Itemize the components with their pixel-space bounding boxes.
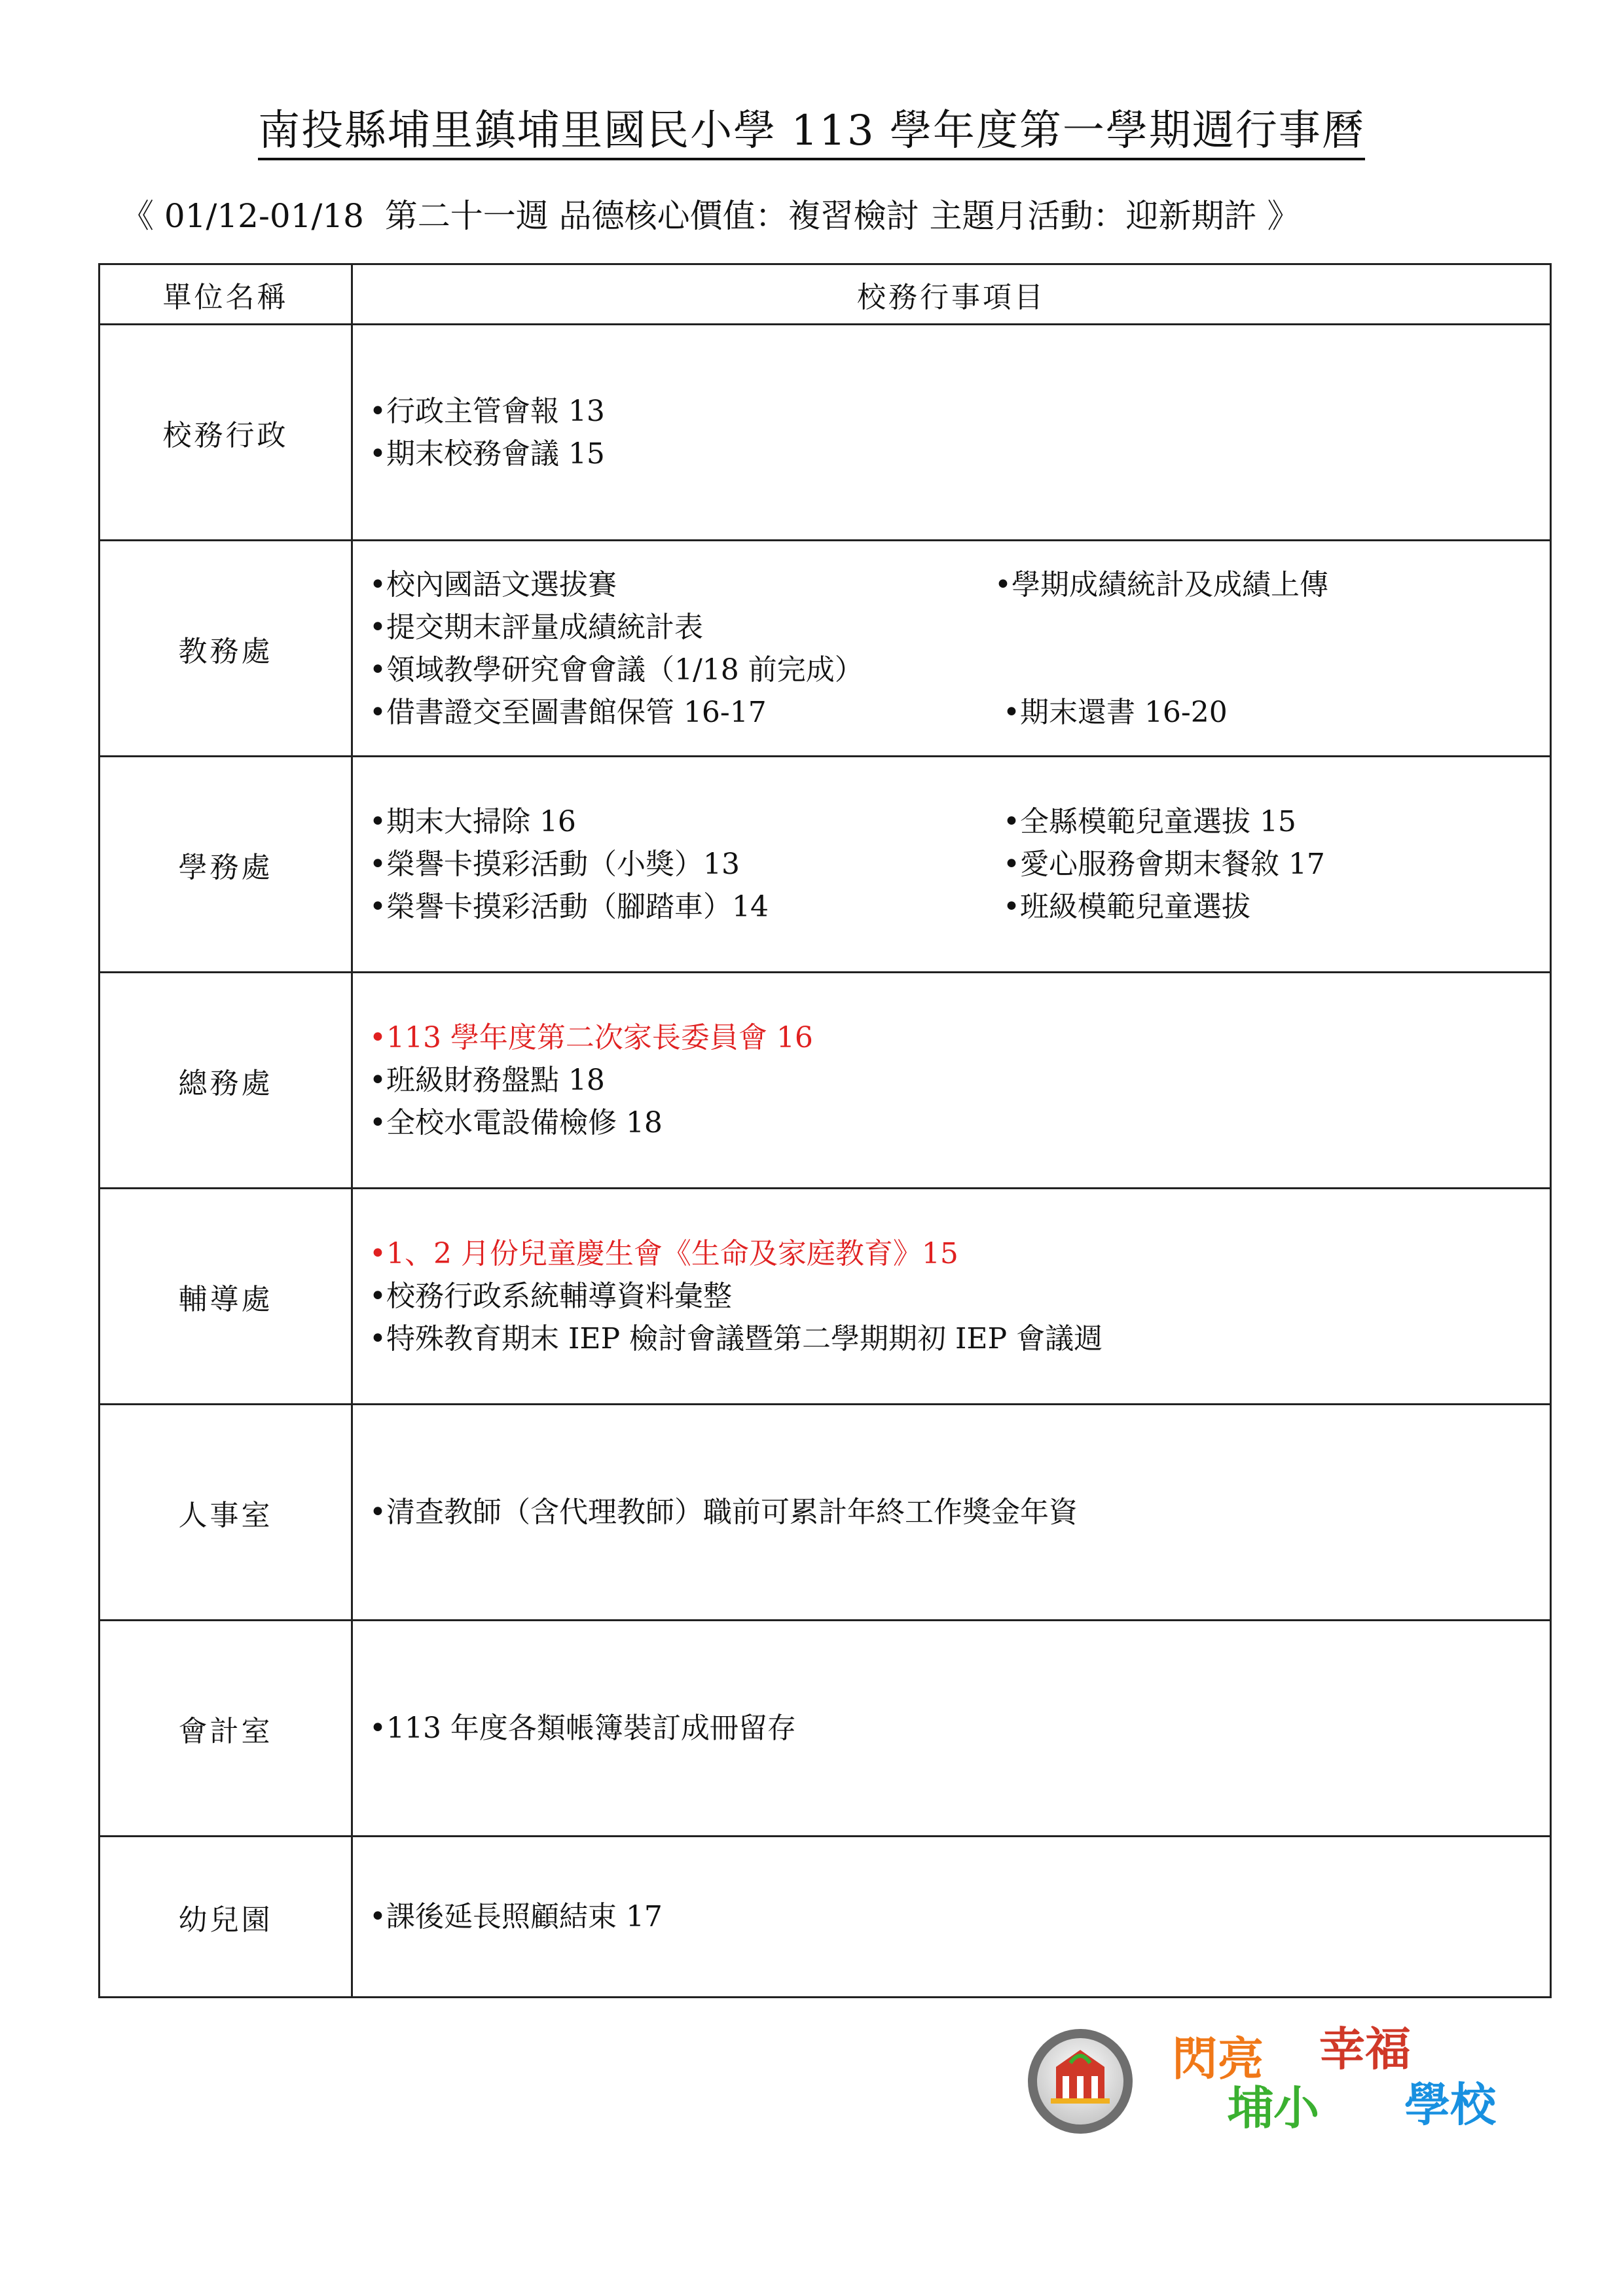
school-logo [1025,2016,1535,2147]
unit-cell: 會計室 [100,1621,352,1837]
list-item: •特殊教育期末 IEP 檢討會議暨第二學期期初 IEP 會議週 [369,1322,1103,1355]
unit-cell: 學務處 [100,757,352,973]
list-item: •行政主管會報 13 [369,394,605,428]
school-emblem-icon [1028,2029,1133,2134]
list-item: •提交期末評量成績統計表 [369,610,703,644]
list-item: •清查教師（含代理教師）職前可累計年終工作獎金年資 [369,1496,1078,1529]
table-row [100,325,1551,541]
list-item: •班級財務盤點 18 [369,1064,605,1097]
table-row [100,1405,1551,1621]
list-item-highlight: •1、2 月份兒童慶生會《生命及家庭教育》15 [369,1237,958,1270]
header-unit: 單位名稱 [100,264,352,325]
list-item-left: •榮譽卡摸彩活動（腳踏車）14 [369,890,769,924]
list-item-left: •榮譽卡摸彩活動（小獎）13 [369,848,740,881]
items-cell [352,325,1551,541]
list-item-left: •借書證交至圖書館保管 16-17 [369,695,767,729]
logo-text-1b: 幸福 [1319,2022,1411,2076]
items-cell [352,973,1551,1189]
table-row [100,757,1551,973]
page-title [0,97,1623,157]
list-item [369,843,1550,886]
items-cell [352,757,1551,973]
school-logo-graphic [1025,2016,1535,2147]
list-item-right: •期末還書 16-20 [1003,695,1228,729]
list-item [369,564,1550,606]
list-item [369,886,1550,928]
table-row [100,1189,1551,1405]
logo-text-2b: 學校 [1404,2078,1496,2132]
unit-cell: 輔導處 [100,1189,352,1405]
unit-cell: 教務處 [100,541,352,757]
list-item-highlight: •113 學年度第二次家長委員會 16 [369,1021,813,1054]
schedule-table [98,263,1552,1998]
list-item-left: •校內國語文選拔賽 [369,567,617,601]
table-row [100,973,1551,1189]
page-title-text: 南投縣埔里鎮埔里國民小學 113 學年度第一學期週行事曆 [258,107,1365,160]
logo-text-1a: 閃亮 [1172,2032,1264,2086]
unit-cell: 幼兒園 [100,1837,352,1998]
table-row [100,1621,1551,1837]
list-item-right: •學期成績統計及成績上傳 [994,567,1328,601]
items-cell [352,1405,1551,1621]
items-cell [352,1837,1551,1998]
unit-cell: 人事室 [100,1405,352,1621]
list-item [369,800,1550,843]
items-cell [352,1621,1551,1837]
list-item-right: •全縣模範兒童選拔 15 [1003,805,1296,838]
unit-cell: 總務處 [100,973,352,1189]
list-item-left: •期末大掃除 16 [369,805,576,838]
list-item: •113 年度各類帳簿裝訂成冊留存 [369,1712,796,1745]
list-item-right: •愛心服務會期末餐敘 17 [1003,848,1325,881]
header-items: 校務行事項目 [352,264,1551,325]
list-item: •期末校務會議 15 [369,437,605,471]
items-cell [352,541,1551,757]
list-item [369,691,1550,734]
list-item-right: •班級模範兒童選拔 [1003,890,1250,924]
list-item: •課後延長照顧結束 17 [369,1900,663,1933]
logo-text-2a: 埔小 [1228,2081,1319,2135]
week-subtitle: 《 01/12-01/18 第二十一週 品德核心價值：複習檢討 主題月活動：迎新期許 》 [121,197,1300,235]
list-item: •領域教學研究會會議（1/18 前完成） [369,653,864,687]
table-row [100,1837,1551,1998]
items-cell [352,1189,1551,1405]
table-header-row [100,264,1551,325]
list-item: •校務行政系統輔導資料彙整 [369,1280,732,1313]
table-row [100,541,1551,757]
list-item: •全校水電設備檢修 18 [369,1106,663,1139]
unit-cell: 校務行政 [100,325,352,541]
